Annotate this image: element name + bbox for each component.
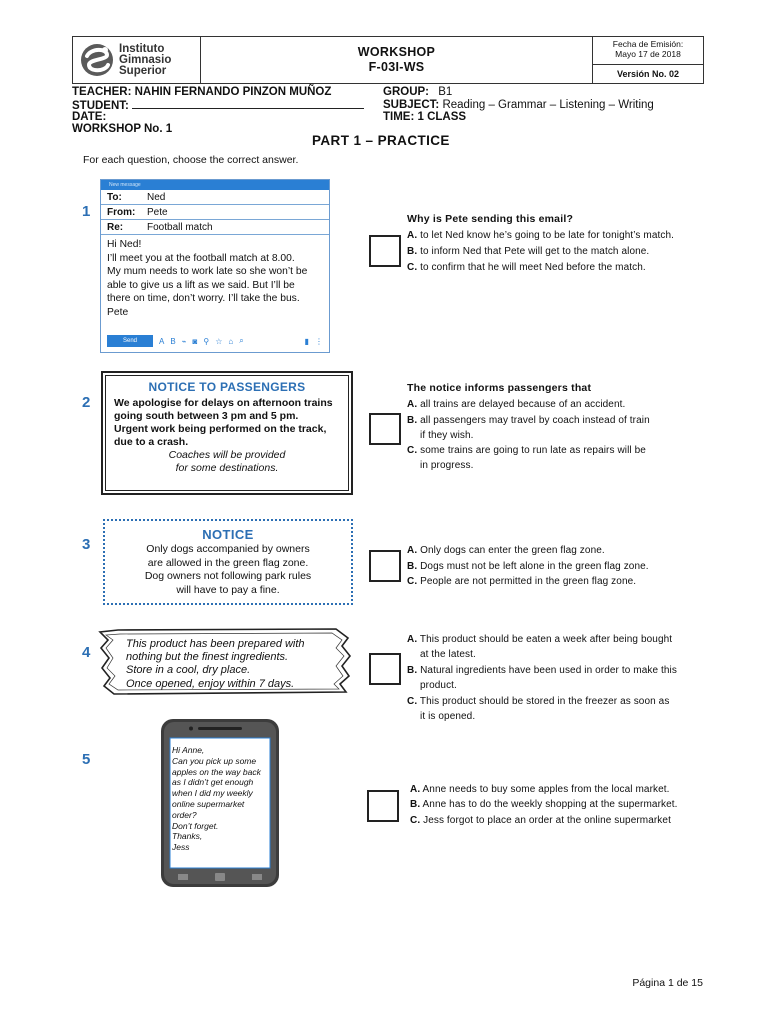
answer-box[interactable] xyxy=(369,413,401,445)
sms-line: Thanks, xyxy=(172,831,203,842)
group-value: B1 xyxy=(438,86,453,98)
notice-line: are allowed in the green flag zone. xyxy=(147,556,309,569)
label-line: This product has been prepared with xyxy=(126,638,305,650)
student-label: STUDENT: xyxy=(72,100,129,112)
emission-date: Mayo 17 de 2018 xyxy=(615,49,681,59)
part-title: PART 1 – PRACTICE xyxy=(312,133,450,148)
phone-message xyxy=(160,718,280,888)
location-icon: ⚲ xyxy=(203,336,210,346)
answer-option xyxy=(407,543,605,559)
workshop-number xyxy=(72,123,172,136)
answer-box[interactable] xyxy=(367,790,399,822)
search-icon: ⌕ xyxy=(239,336,244,345)
option-text: People are not permitted in the green flag zone. xyxy=(420,576,637,587)
option-text: Dogs must not be left alone in the green flag zone. xyxy=(420,561,649,572)
option-letter: B. xyxy=(410,799,421,810)
option-text: This product should be eaten a week after being bought xyxy=(419,634,673,645)
answer-option xyxy=(410,797,678,813)
question-number: 1 xyxy=(82,203,91,220)
option-text: Natural ingredients have been used in order to make this xyxy=(420,665,677,676)
option-text: This product should be stored in the freezer as soon as xyxy=(419,696,670,707)
teacher-row xyxy=(72,86,331,99)
option-letter: A. xyxy=(407,399,418,410)
option-continuation: in progress. xyxy=(420,460,474,471)
email-re-value: Football match xyxy=(147,222,213,233)
notice-line: going south between 3 pm and 5 pm. xyxy=(114,410,299,422)
sms-line: Don’t forget. xyxy=(172,820,219,831)
email-line: there on time, don’t worry. I’ll take the bus. xyxy=(107,293,300,305)
notice-title: NOTICE xyxy=(202,527,254,542)
question-number: 4 xyxy=(82,644,91,661)
sms-line: online supermarket xyxy=(172,798,245,809)
email-signoff: Pete xyxy=(107,306,129,318)
notice-italic-line: Coaches will be provided xyxy=(168,449,286,461)
option-text: all passengers may travel by coach instead of train xyxy=(420,415,650,426)
email-subject-row xyxy=(101,220,329,235)
document-header xyxy=(72,36,704,84)
time-label: TIME: xyxy=(383,111,415,123)
answer-option xyxy=(407,559,649,575)
option-letter: A. xyxy=(410,784,421,795)
logo-emblem-icon xyxy=(79,42,115,78)
email-line: able to give us a lift as we said. But I’ll be xyxy=(107,279,295,291)
option-text: Only dogs can enter the green flag zone. xyxy=(420,545,605,556)
email-to-row xyxy=(101,190,329,205)
option-text: Anne has to do the weekly shopping at the supermarket. xyxy=(422,799,678,810)
email-to-value: Ned xyxy=(147,192,166,203)
star-icon: ☆ xyxy=(215,336,223,346)
email-title-bar xyxy=(101,180,329,190)
answer-option xyxy=(407,443,646,459)
logo-line: Gimnasio xyxy=(119,53,172,66)
send-button: Send xyxy=(107,335,153,347)
option-letter: C. xyxy=(407,262,418,273)
email-toolbar xyxy=(107,334,323,348)
notice-italic-line: for some destinations. xyxy=(175,462,279,474)
sms-line: Can you pick up some xyxy=(172,755,257,766)
trash-icon: ▮ xyxy=(304,336,309,346)
time-row xyxy=(383,111,466,124)
subject-value: Reading – Grammar – Listening – Writing xyxy=(442,99,654,111)
image-icon: ⌂ xyxy=(228,336,234,346)
question-stem: The notice informs passengers that xyxy=(407,382,592,394)
option-letter: B. xyxy=(407,415,418,426)
emission-label: Fecha de Emisión: xyxy=(612,39,684,49)
passenger-notice xyxy=(101,371,353,495)
answer-option xyxy=(407,413,650,429)
student-name-field[interactable] xyxy=(132,99,364,109)
notice-line: Dog owners not following park rules xyxy=(144,570,312,582)
question-number: 2 xyxy=(82,394,91,411)
sms-line: order? xyxy=(172,809,197,820)
answer-option xyxy=(410,813,671,829)
answer-option xyxy=(407,632,672,648)
sms-line: Hi Anne, xyxy=(172,745,205,755)
email-bar-text: New message xyxy=(109,182,141,188)
question-number: 3 xyxy=(82,536,91,553)
label-line: Once opened, enjoy within 7 days. xyxy=(126,677,295,690)
email-greeting: Hi Ned! xyxy=(107,239,142,250)
institution-logo xyxy=(73,37,201,83)
email-window xyxy=(100,179,330,353)
bold-icon: B xyxy=(170,336,176,346)
option-continuation: if they wish. xyxy=(420,430,474,441)
option-letter: B. xyxy=(407,561,418,572)
answer-box[interactable] xyxy=(369,235,401,267)
email-from-value: Pete xyxy=(147,207,168,218)
sms-line: Jess xyxy=(172,842,190,853)
email-from-row xyxy=(101,205,329,220)
sms-line: as I didn’t get enough xyxy=(172,777,254,788)
student-row xyxy=(72,99,364,113)
answer-option xyxy=(407,663,677,679)
logo-line: Superior xyxy=(119,64,167,77)
email-to-label: To: xyxy=(107,192,122,203)
option-letter: C. xyxy=(407,696,418,707)
email-from-label: From: xyxy=(107,207,136,218)
time-value: 1 CLASS xyxy=(417,111,467,123)
option-text: all trains are delayed because of an accident. xyxy=(420,399,626,410)
option-text: to confirm that he will meet Ned before the match. xyxy=(420,262,646,273)
version-label: Versión No. 02 xyxy=(616,68,680,79)
document-code: F-03I-WS xyxy=(368,60,425,74)
group-row xyxy=(383,86,452,99)
teacher-value: NAHIN FERNANDO PINZON MUÑOZ xyxy=(134,86,332,98)
notice-line: We apologise for delays on afternoon trains xyxy=(114,397,333,409)
answer-option xyxy=(407,228,674,244)
notice-line: Only dogs accompanied by owners xyxy=(146,543,310,555)
notice-title: NOTICE TO PASSENGERS xyxy=(148,380,306,394)
option-text: Anne needs to buy some apples from the local market. xyxy=(422,784,670,795)
answer-option xyxy=(407,397,625,413)
email-body xyxy=(101,235,329,323)
question-stem: Why is Pete sending this email? xyxy=(407,213,574,225)
format-text-icon: A xyxy=(159,336,165,346)
option-letter: B. xyxy=(407,246,418,257)
attach-icon: ⌁ xyxy=(181,336,187,346)
answer-box[interactable] xyxy=(369,550,401,582)
option-continuation: at the latest. xyxy=(420,649,476,660)
group-label: GROUP: xyxy=(383,86,429,98)
option-text: to inform Ned that Pete will get to the match alone. xyxy=(420,246,650,257)
option-letter: C. xyxy=(407,576,418,587)
page-number: Página 1 de 15 xyxy=(632,977,703,989)
photo-icon: ◙ xyxy=(192,336,198,346)
option-text: some trains are going to run late as repairs will be xyxy=(420,445,646,456)
document-title: WORKSHOP xyxy=(357,45,436,59)
option-letter: A. xyxy=(407,634,418,645)
email-line: My mum needs to work late so she won’t be xyxy=(107,266,308,278)
workshop-number-text: WORKSHOP No. 1 xyxy=(72,123,173,135)
option-continuation: it is opened. xyxy=(420,711,476,722)
subject-label: SUBJECT: xyxy=(383,99,440,111)
label-line: nothing but the finest ingredients. xyxy=(126,651,289,664)
sms-line: apples on the way back xyxy=(172,766,261,777)
email-re-label: Re: xyxy=(107,222,124,233)
option-letter: C. xyxy=(407,445,418,456)
answer-option xyxy=(407,694,669,710)
notice-line: due to a crash. xyxy=(114,436,189,448)
option-letter: A. xyxy=(407,230,418,241)
label-line: Store in a cool, dry place. xyxy=(126,664,251,677)
date-label: DATE: xyxy=(72,111,107,123)
option-text: to let Ned know he’s going to be late for tonight’s match. xyxy=(420,230,675,241)
teacher-label: TEACHER: xyxy=(72,86,132,98)
option-letter: A. xyxy=(407,545,418,556)
answer-option xyxy=(407,574,636,590)
option-continuation: product. xyxy=(420,680,457,691)
notice-line: Urgent work being performed on the track, xyxy=(114,423,327,435)
answer-box[interactable] xyxy=(369,653,401,685)
question-number: 5 xyxy=(82,751,91,768)
answer-option xyxy=(407,260,646,276)
sms-line: when I did my weekly xyxy=(172,788,253,799)
product-label xyxy=(96,626,354,696)
option-letter: B. xyxy=(407,665,418,676)
option-text: Jess forgot to place an order at the online supermarket xyxy=(423,815,671,826)
email-line: I’ll meet you at the football match at 8.00. xyxy=(107,252,295,264)
notice-line: will have to pay a fine. xyxy=(176,583,280,596)
park-notice xyxy=(103,519,353,605)
option-letter: C. xyxy=(410,815,421,826)
more-icon: ⋮ xyxy=(315,336,323,346)
instructions: For each question, choose the correct answer. xyxy=(83,154,299,166)
logo-line: Instituto xyxy=(119,42,165,55)
answer-option xyxy=(407,244,649,260)
answer-option xyxy=(410,782,670,798)
